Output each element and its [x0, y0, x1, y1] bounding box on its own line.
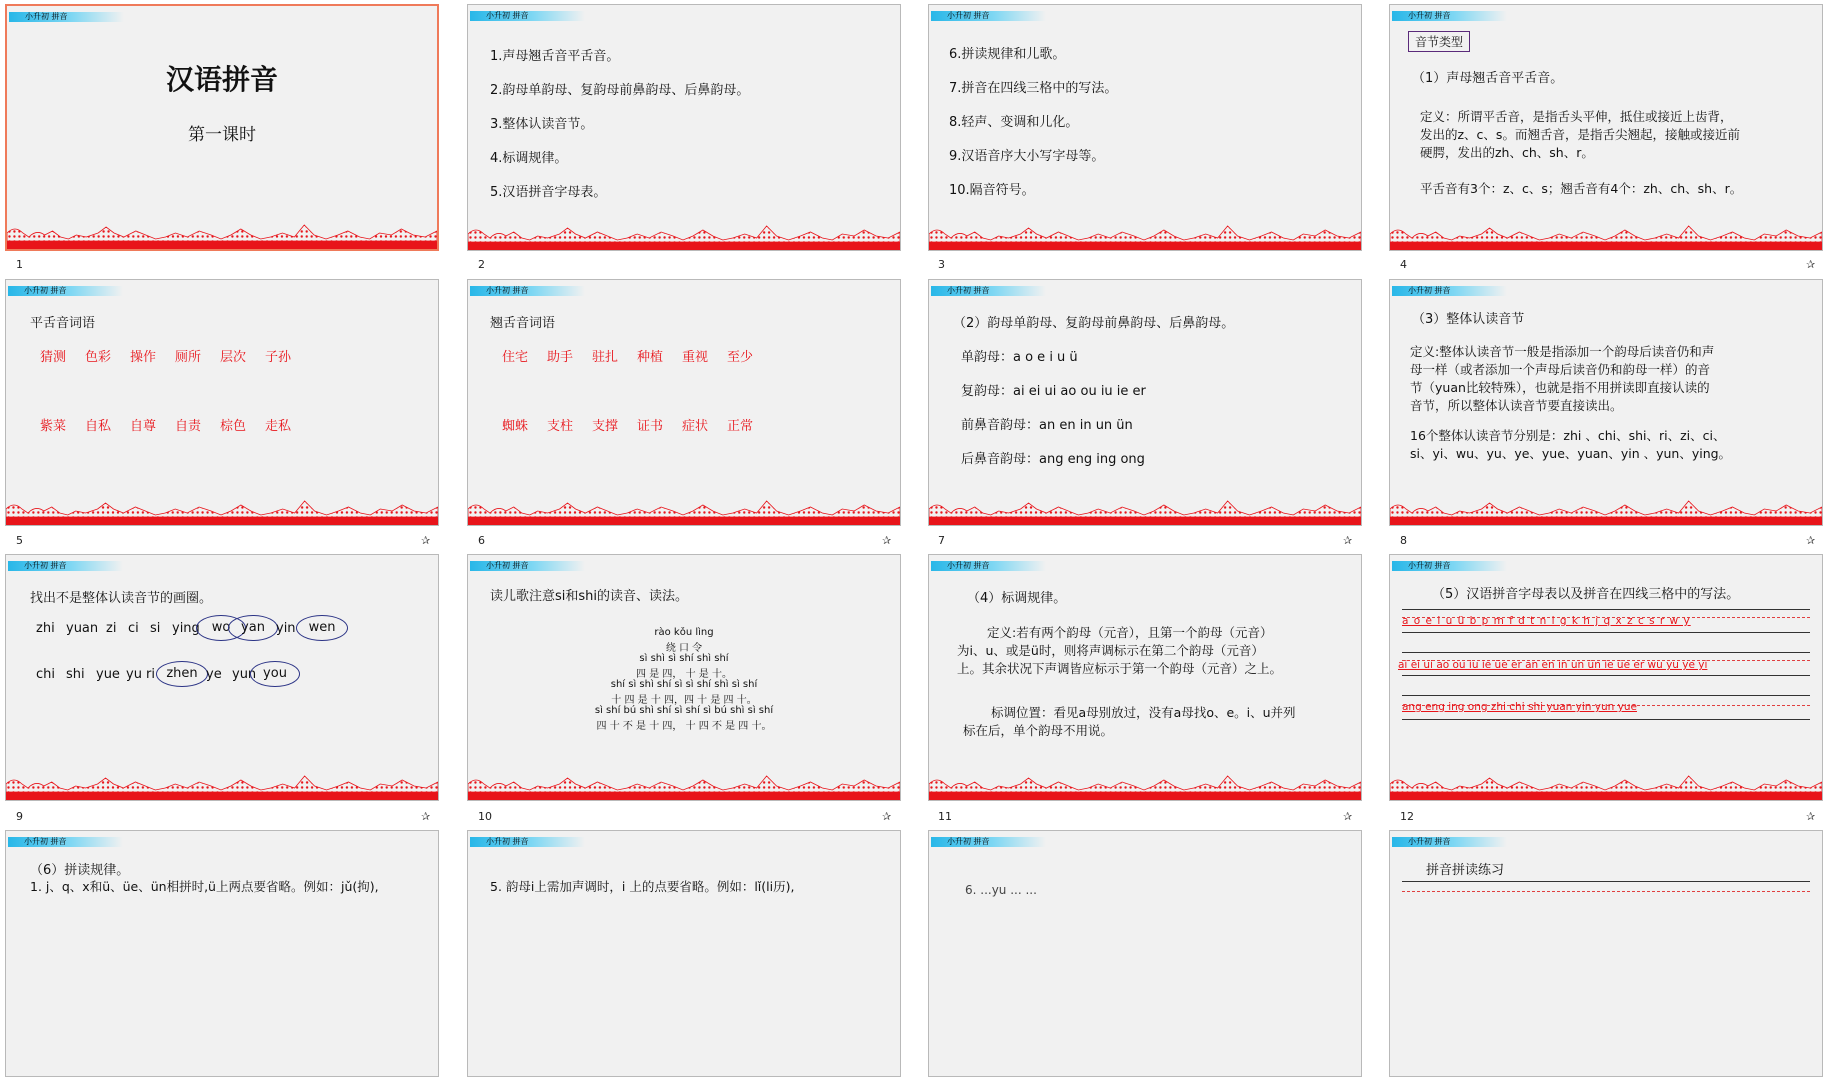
word-item: 猜测 [40, 350, 67, 365]
definition-line: 音节，所以整体认读音节要直接读出。 [1410, 398, 1623, 413]
slide-thumb-2[interactable] [467, 4, 901, 251]
circled-syllable: you [250, 661, 300, 687]
outline-item: 1.声母翘舌音平舌音。 [490, 49, 620, 64]
syllable: yin [276, 621, 296, 636]
final-group-line: 复韵母：ai ei ui ao ou iu ie er [961, 384, 1146, 399]
slide-thumb-16[interactable] [1389, 830, 1823, 1077]
syllable: shi [66, 667, 85, 682]
definition-line: 节（yuan比较特殊），也就是指不用拼读即直接认读的 [1410, 380, 1710, 395]
header-tag: 小升初 拼音 [931, 11, 1046, 21]
slide-number: 1 [16, 258, 23, 271]
definition-line: 上。其余状况下声调皆应标示于第一个韵母（元音）之上。 [957, 661, 1283, 676]
slide-number: 4 [1400, 258, 1407, 271]
syllable: ci [128, 621, 139, 636]
word-item: 蜘蛛 [502, 419, 529, 434]
section-heading: （5）汉语拼音字母表以及拼音在四线三格中的写法。 [1432, 587, 1740, 602]
slide-number: 11 [938, 810, 952, 823]
red-border-decoration [6, 770, 438, 800]
word-item: 紫菜 [40, 419, 67, 434]
word-item: 子孙 [265, 350, 292, 365]
word-item: 走私 [265, 419, 292, 434]
word-item: 支撑 [592, 419, 619, 434]
rhyme-pinyin: shí sì shì shí sì sì shí shì sì shí [610, 679, 758, 690]
section-heading: （2）韵母单韵母、复韵母前鼻韵母、后鼻韵母。 [953, 316, 1235, 331]
section-heading: （4）标调规律。 [967, 591, 1067, 606]
word-item: 症状 [682, 419, 709, 434]
word-item: 重视 [682, 350, 709, 365]
definition-line: 发出的z、c、s。而翘舌音，是指舌尖翘起，接触或接近前 [1420, 127, 1740, 142]
slide-thumb-7[interactable] [928, 279, 1362, 526]
slide-number: 10 [478, 810, 492, 823]
definition-line: 母一样（或者添加一个声母后读音仍和韵母一样）的音 [1410, 362, 1711, 377]
outline-item: 6.拼读规律和儿歌。 [949, 47, 1066, 62]
writing-line [1402, 891, 1810, 892]
slide-number: 7 [938, 534, 945, 547]
animation-star-icon[interactable]: ✰ [421, 534, 431, 547]
rhyme-hanzi: 四 是 四， 十 是 十。 [636, 669, 732, 680]
word-item: 厕所 [175, 350, 202, 365]
syllable: zhi [36, 621, 55, 636]
four-line-pinyin: ang eng ing ong zhi chi shi yuan yin yun yue [1402, 701, 1637, 713]
rhyme-pinyin: sì shì sì shí shì shí [639, 653, 729, 664]
rule-line: 1. j、q、x和ü、üe、ün相拼时,ü上两点要省略。例如：jǔ(拘), [30, 879, 379, 894]
header-tag: 小升初 拼音 [1392, 837, 1507, 847]
slide-heading: 翘舌音词语 [490, 316, 556, 331]
slide-title: 汉语拼音 [165, 63, 278, 96]
slide-thumb-8[interactable] [1389, 279, 1823, 526]
four-line-pinyin: ai ei ui ao ou iu ie üe er an en in un ün ie üe er wu yu ye yi [1398, 659, 1708, 671]
summary-line: 平舌音有3个：z、c、s；翘舌音有4个：zh、ch、sh、r。 [1420, 181, 1743, 196]
rhyme-hanzi: 四 十 不 是 十 四， 十 四 不 是 四 十。 [596, 721, 772, 732]
slide-thumb-11[interactable] [928, 554, 1362, 801]
word-item: 助手 [547, 350, 574, 365]
slide-subtitle: 第一课时 [188, 125, 256, 145]
final-group-line: 后鼻音韵母：ang eng ing ong [961, 452, 1145, 467]
rhyme-pinyin: sì shí bú shì shí sì shí sì bú shì sì shí [594, 705, 774, 716]
syllable: yun [232, 667, 257, 682]
word-item: 层次 [220, 350, 247, 365]
exercise-instruction: 找出不是整体认读音节的画圈。 [30, 591, 213, 606]
rhyme-hanzi: 绕 口 令 [665, 643, 703, 654]
header-tag: 小升初 拼音 [1392, 561, 1507, 571]
word-item: 自责 [175, 419, 202, 434]
syllable: yu [126, 667, 142, 682]
circled-syllable: zhen [156, 661, 208, 687]
red-border-decoration [468, 495, 900, 525]
animation-star-icon[interactable]: ✰ [1343, 810, 1353, 823]
syllable: ye [206, 667, 222, 682]
syllable: zi [106, 621, 117, 636]
outline-item: 2.韵母单韵母、复韵母前鼻韵母、后鼻韵母。 [490, 83, 750, 98]
definition-line: 为i、u、或是ü时，则将声调标示在第二个韵母（元音） [957, 643, 1264, 658]
header-tag: 小升初 拼音 [470, 561, 585, 571]
slide-thumb-13[interactable] [5, 830, 439, 1077]
slide-thumb-12[interactable] [1389, 554, 1823, 801]
slide-number: 2 [478, 258, 485, 271]
animation-star-icon[interactable]: ✰ [1806, 534, 1816, 547]
final-group-line: 前鼻音韵母：an en in un ün [961, 418, 1133, 433]
outline-item: 3.整体认读音节。 [490, 117, 594, 132]
writing-line [1402, 652, 1810, 653]
header-tag: 小升初 拼音 [470, 286, 585, 296]
animation-star-icon[interactable]: ✰ [1343, 534, 1353, 547]
word-item: 棕色 [220, 419, 247, 434]
writing-line [1402, 675, 1810, 676]
section-heading: 拼音拼读练习 [1426, 863, 1505, 878]
animation-star-icon[interactable]: ✰ [421, 810, 431, 823]
header-tag: 小升初 拼音 [931, 561, 1046, 571]
header-tag: 小升初 拼音 [1392, 286, 1507, 296]
slide-number: 5 [16, 534, 23, 547]
slide-thumb-1[interactable] [5, 4, 439, 251]
definition-line: 定义:若有两个韵母（元音），且第一个韵母（元音） [987, 625, 1273, 640]
section-heading: （6）拼读规律。 [30, 863, 130, 878]
slide-thumb-4[interactable] [1389, 4, 1823, 251]
rule-line: 标在后，单个韵母不用说。 [963, 723, 1114, 738]
slide-thumb-3[interactable] [928, 4, 1362, 251]
outline-item: 8.轻声、变调和儿化。 [949, 115, 1079, 130]
slide-thumb-6[interactable] [467, 279, 901, 526]
writing-line [1402, 632, 1810, 633]
rule-line: 6. ...yu ... ... [965, 883, 1037, 897]
circled-syllable: wen [296, 615, 348, 641]
section-heading: （1）声母翘舌音平舌音。 [1412, 71, 1564, 86]
slide-number: 12 [1400, 810, 1414, 823]
outline-item: 4.标调规律。 [490, 151, 568, 166]
red-border-decoration [929, 495, 1361, 525]
writing-line [1402, 695, 1810, 696]
animation-star-icon[interactable]: ✰ [882, 810, 892, 823]
slide-heading: 平舌音词语 [30, 316, 96, 331]
final-group-line: 单韵母：a o e i u ü [961, 350, 1078, 365]
definition-line: 硬腭，发出的zh、ch、sh、r。 [1420, 145, 1594, 160]
word-item: 操作 [130, 350, 157, 365]
definition-line: 定义:整体认读音节一般是指添加一个韵母后读音仍和声 [1410, 344, 1715, 359]
header-tag: 小升初 拼音 [470, 837, 585, 847]
word-item: 自尊 [130, 419, 157, 434]
summary-line: 16个整体认读音节分别是：zhi 、chi、shi、ri、zi、ci、 [1410, 428, 1726, 443]
slide-thumb-10[interactable] [467, 554, 901, 801]
header-tag: 小升初 拼音 [470, 11, 585, 21]
syllable: ying [172, 621, 200, 636]
header-tag: 小升初 拼音 [931, 286, 1046, 296]
word-item: 正常 [727, 419, 754, 434]
red-border-decoration [1390, 770, 1822, 800]
section-box-label: 音节类型 [1408, 31, 1470, 52]
header-tag: 小升初 拼音 [1392, 11, 1507, 21]
red-border-decoration [929, 770, 1361, 800]
word-item: 支柱 [547, 419, 574, 434]
header-tag: 小升初 拼音 [9, 12, 124, 22]
syllable: ri [146, 667, 155, 682]
red-border-decoration [7, 219, 437, 249]
red-border-decoration [6, 495, 438, 525]
red-border-decoration [468, 220, 900, 250]
circled-syllable: wo [196, 615, 246, 641]
exercise-instruction: 读儿歌注意si和shi的读音、读法。 [490, 589, 689, 604]
word-item: 自私 [85, 419, 112, 434]
header-tag: 小升初 拼音 [8, 837, 123, 847]
word-item: 证书 [637, 419, 664, 434]
red-border-decoration [468, 770, 900, 800]
header-tag: 小升初 拼音 [8, 561, 123, 571]
outline-item: 9.汉语音序大小写字母等。 [949, 149, 1105, 164]
header-tag: 小升初 拼音 [8, 286, 123, 296]
word-item: 种植 [637, 350, 664, 365]
writing-line [1402, 609, 1810, 610]
rhyme-hanzi: 十 四 是 十 四，四 十 是 四 十。 [611, 695, 757, 706]
slide-number: 3 [938, 258, 945, 271]
outline-item: 5.汉语拼音字母表。 [490, 185, 607, 200]
red-border-decoration [929, 220, 1361, 250]
word-item: 驻扎 [592, 350, 619, 365]
word-item: 色彩 [85, 350, 112, 365]
slide-number: 6 [478, 534, 485, 547]
animation-star-icon[interactable]: ✰ [882, 534, 892, 547]
syllable: yue [96, 667, 120, 682]
rule-line: 标调位置：看见a母别放过，没有a母找o、e。i、u并列 [991, 705, 1296, 720]
writing-line [1402, 719, 1810, 720]
header-tag: 小升初 拼音 [931, 837, 1046, 847]
red-border-decoration [1390, 220, 1822, 250]
slide-thumb-9[interactable] [5, 554, 439, 801]
slide-number: 9 [16, 810, 23, 823]
writing-line [1402, 881, 1810, 882]
rhyme-pinyin: rào kǒu lìng [654, 627, 714, 638]
summary-line: si、yi、wu、yu、ye、yue、yuan、yin 、yun、ying。 [1410, 446, 1732, 461]
section-heading: （3）整体认读音节 [1412, 312, 1525, 327]
animation-star-icon[interactable]: ✰ [1806, 258, 1816, 271]
four-line-pinyin: a o e i u ü b p m f d t n l g k h j q x z c s r w y [1402, 615, 1691, 627]
syllable: chi [36, 667, 55, 682]
word-item: 至少 [727, 350, 754, 365]
slide-number: 8 [1400, 534, 1407, 547]
syllable: yuan [66, 621, 99, 636]
definition-line: 定义：所谓平舌音，是指舌头平伸，抵住或接近上齿背， [1420, 109, 1733, 124]
outline-item: 7.拼音在四线三格中的写法。 [949, 81, 1118, 96]
animation-star-icon[interactable]: ✰ [1806, 810, 1816, 823]
outline-item: 10.隔音符号。 [949, 183, 1035, 198]
circled-syllable: yan [228, 615, 278, 641]
red-border-decoration [1390, 495, 1822, 525]
slide-thumb-14[interactable] [467, 830, 901, 1077]
slide-thumb-15[interactable] [928, 830, 1362, 1077]
syllable: si [150, 621, 161, 636]
slide-thumb-5[interactable] [5, 279, 439, 526]
word-item: 住宅 [502, 350, 529, 365]
rule-line: 5. 韵母i上需加声调时，i 上的点要省略。例如：lǐ(li历), [490, 879, 795, 894]
